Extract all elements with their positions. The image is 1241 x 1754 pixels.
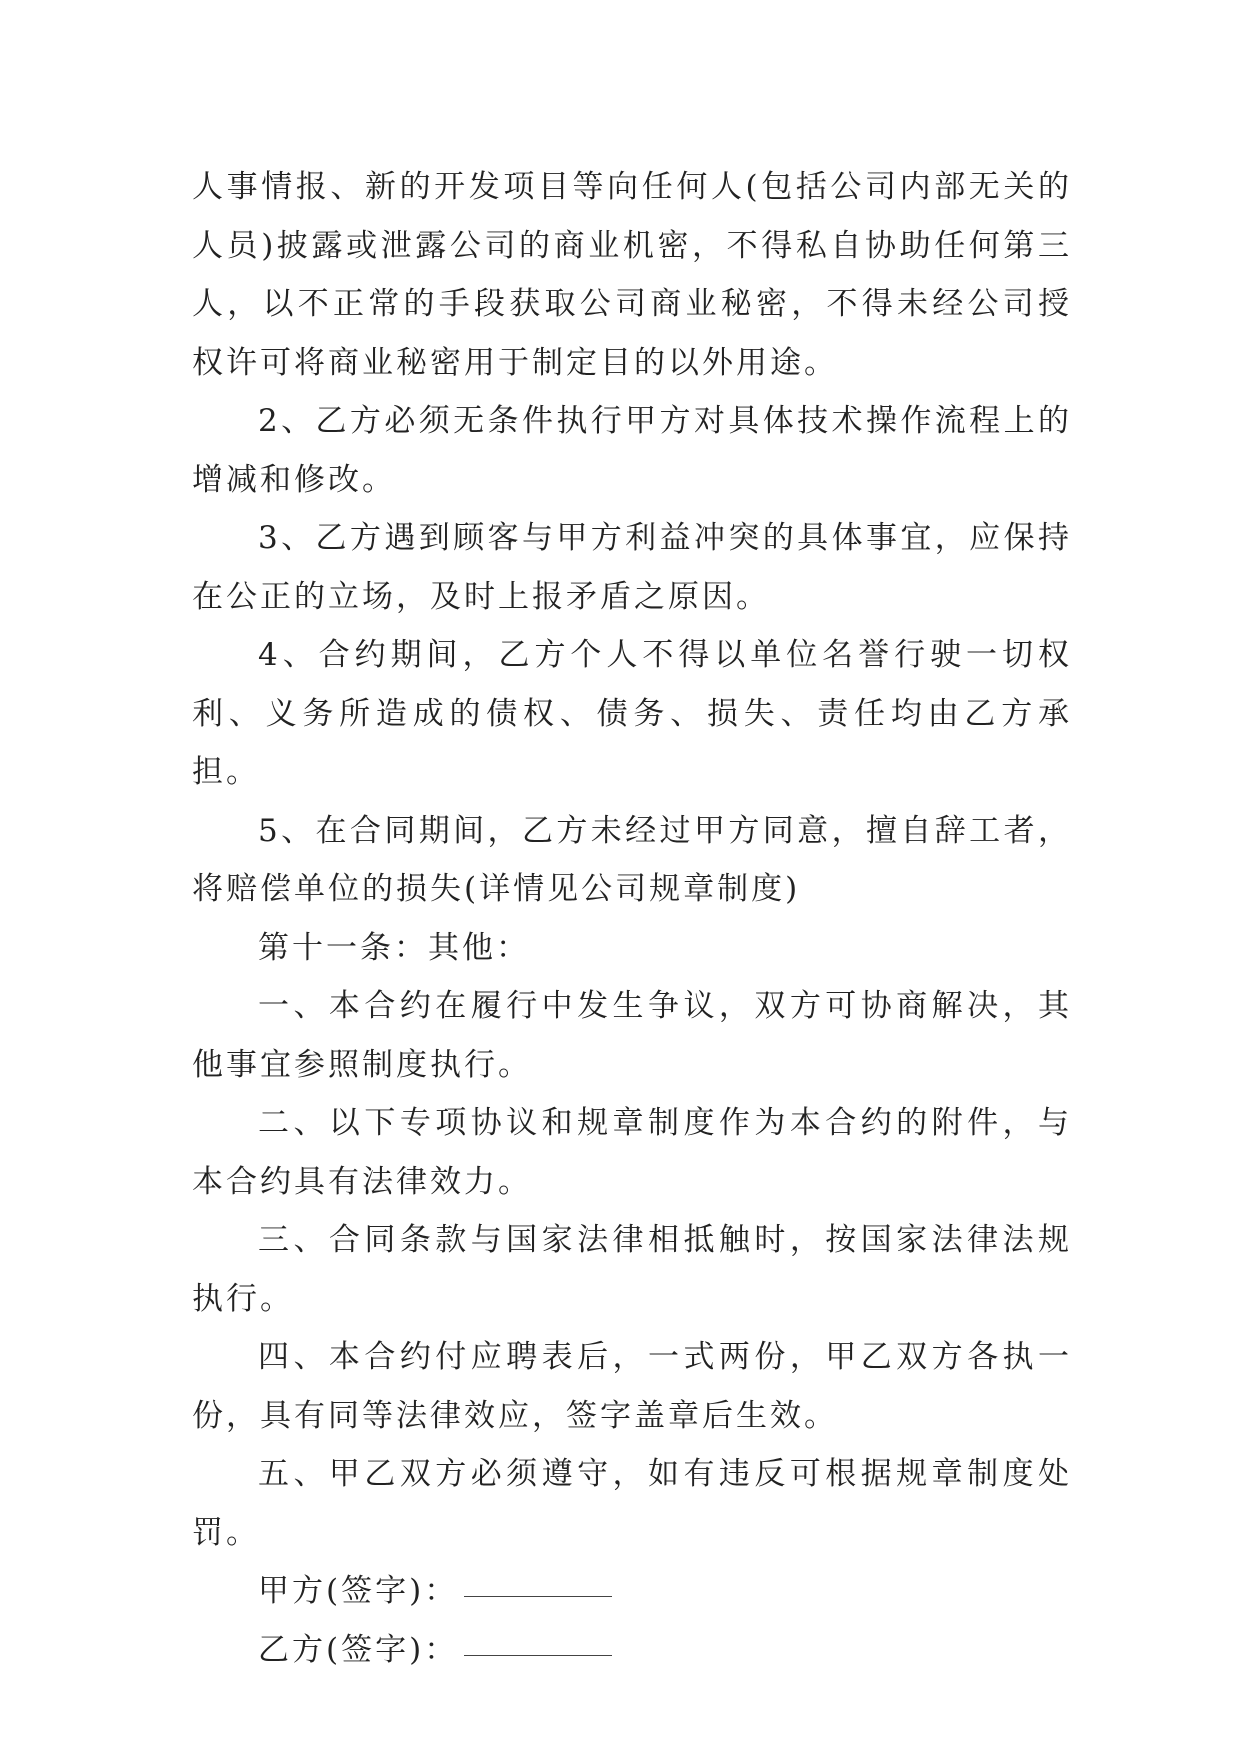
signature-party-a-label: 甲方(签字)： xyxy=(258,1573,459,1609)
paragraph-clause-5: 5、在合同期间，乙方未经过甲方同意，擅自辞工者，将赔偿单位的损失(详情见公司规章制度) xyxy=(192,812,1072,907)
signature-party-a-blank[interactable] xyxy=(464,1566,612,1597)
article-11-heading: 第十一条：其他： xyxy=(258,929,530,966)
paragraph-confidentiality: 人事情报、新的开发项目等向任何人(包括公司内部无关的人员)披露或泄露公司的商业机密，不得私自协助任何第三人，以不正常的手段获取公司商业秘密，不得未经公司授权许可将商业秘密用于制定目的以外用途。 xyxy=(192,169,1072,381)
paragraph-other-1: 一、本合约在履行中发生争议，双方可协商解决，其他事宜参照制度执行。 xyxy=(192,988,1072,1083)
paragraph-clause-2: 2、乙方必须无条件执行甲方对具体技术操作流程上的增减和修改。 xyxy=(192,403,1072,498)
signature-party-b-label: 乙方(签字)： xyxy=(258,1631,459,1668)
signature-party-b xyxy=(192,1621,1072,1680)
paragraph-clause-4: 4、合约期间，乙方个人不得以单位名誉行驶一切权利、义务所造成的债权、债务、损失、责任均由乙方承担。 xyxy=(192,637,1072,790)
paragraph-other-5: 五、甲乙双方必须遵守，如有违反可根据规章制度处罚。 xyxy=(192,1456,1072,1551)
paragraph-other-3: 三、合同条款与国家法律相抵触时，按国家法律法规执行。 xyxy=(192,1222,1072,1317)
paragraph-other-2: 二、以下专项协议和规章制度作为本合约的附件，与本合约具有法律效力。 xyxy=(192,1105,1072,1200)
paragraph-clause-3: 3、乙方遇到顾客与甲方利益冲突的具体事宜，应保持在公正的立场，及时上报矛盾之原因。 xyxy=(192,520,1072,615)
signature-party-b-blank[interactable] xyxy=(464,1625,612,1656)
signature-party-a xyxy=(192,1562,1072,1621)
paragraph-other-4: 四、本合约付应聘表后，一式两份，甲乙双方各执一份，具有同等法律效应，签字盖章后生效。 xyxy=(192,1339,1072,1434)
document-body xyxy=(192,158,1072,1679)
